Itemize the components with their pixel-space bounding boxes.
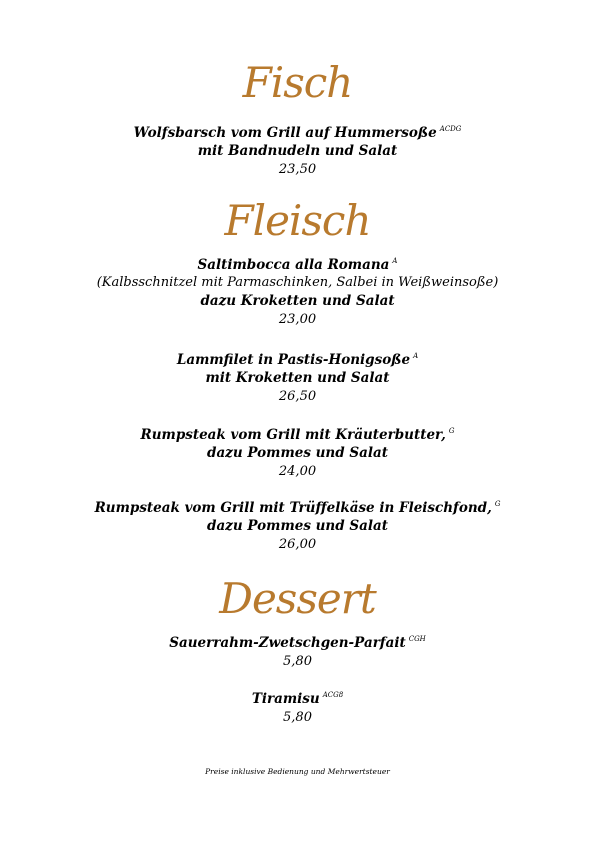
dish-price: 23,00 [278,312,317,327]
dish-description: (Kalbsschnitzel mit Parmaschinken, Salbei in Weißweinsoße) [96,275,499,290]
dish-price: 23,50 [278,162,317,177]
dish-price: 26,50 [278,389,317,404]
dish-name: Tiramisu $^{ACG8}$ [251,691,344,707]
dish-price: 5,80 [283,654,312,669]
footer-note: Preise inklusive Bedienung und Mehrwertsteuer [205,767,390,776]
dish-name: Lammfilet in Pastis-Honigsoße $^A$ [176,352,419,368]
dish-name: Sauerrahm-Zwetschgen-Parfait $^{CGH}$ [169,635,426,651]
dish-lammfilet [0,347,595,406]
dish-description: dazu Pommes und Salat [207,518,388,534]
dish-name: Saltimbocca alla Romana $^A$ [197,257,398,273]
section-title-dessert: Dessert [219,574,376,623]
dish-sides: dazu Kroketten und Salat [200,293,395,309]
dish-description: mit Bandnudeln und Salat [197,143,398,159]
dish-saltimbocca [0,252,595,329]
allergen-codes: G [448,427,455,435]
section-title-fisch: Fisch [242,58,353,107]
dish-name: Rumpsteak vom Grill mit Kräuterbutter, $^G$ [140,427,455,443]
allergen-codes: ACDG [439,125,462,133]
dish-price: 5,80 [283,710,312,725]
allergen-codes: G [494,500,501,508]
allergen-codes: A [413,352,419,360]
dish-name: Rumpsteak vom Grill mit Trüffelkäse in Fleischfond, $^G$ [94,500,501,516]
section-title-fleisch: Fleisch [224,196,371,245]
allergen-codes: CGH [408,635,426,643]
allergen-codes: A [392,257,398,265]
dish-price: 24,00 [278,464,317,479]
dish-wolfsbarsch [0,120,595,179]
dish-tiramisu [0,686,595,727]
dish-name: Wolfsbarsch vom Grill auf Hummersoße $^{ACDG}$ [133,125,462,141]
allergen-codes: ACG8 [322,691,344,699]
dish-description: dazu Pommes und Salat [207,445,388,461]
dish-rumpsteak-kraeuterbutter [0,422,595,481]
dish-rumpsteak-trueffelkaese [0,495,595,554]
dish-price: 26,00 [278,537,317,552]
dish-parfait [0,630,595,671]
dish-description: mit Kroketten und Salat [205,370,390,386]
